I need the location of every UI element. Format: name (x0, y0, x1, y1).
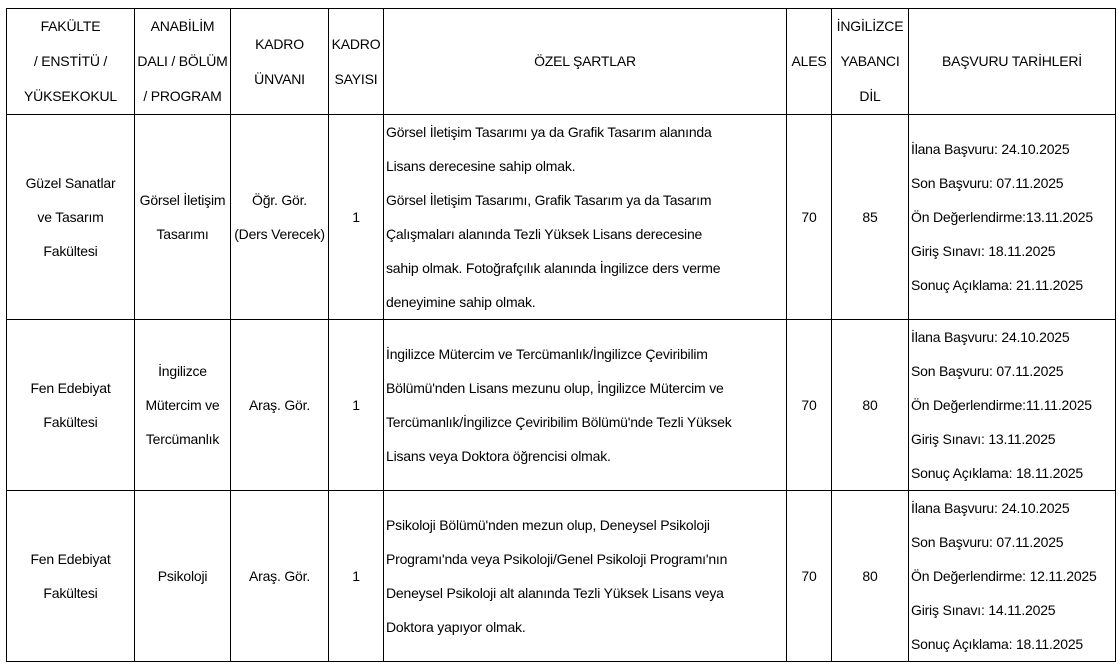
cell-count: 1 (329, 320, 384, 491)
cell-dates (909, 115, 1116, 320)
header-text: YABANCI (840, 53, 900, 69)
header-english (832, 9, 909, 115)
header-requirements (384, 9, 787, 115)
requirements-line: Lisans derecesine sahip olmak. (386, 158, 576, 174)
dates-line: Son Başvuru: 07.11.2025 (911, 363, 1064, 379)
cell-title (231, 115, 329, 320)
dates-line: Ön Değerlendirme: 12.11.2025 (911, 568, 1097, 584)
cell-english: 80 (832, 491, 909, 662)
header-text: / ENSTİTÜ / (33, 53, 108, 69)
department-line: Mütercim ve (145, 397, 220, 413)
header-text: İNGİLİZCE (836, 18, 904, 34)
header-text: YÜKSEKOKUL (24, 88, 117, 104)
header-ales (787, 9, 832, 115)
header-text: ÖZEL ŞARTLAR (534, 53, 636, 69)
header-row (7, 9, 1116, 115)
header-text: FAKÜLTE (40, 18, 101, 34)
requirements-line: deneyimine sahip olmak. (386, 294, 536, 310)
faculty-line: Fakültesi (43, 414, 98, 430)
title-line: Öğr. Gör. (252, 192, 307, 208)
dates-line: Sonuç Açıklama: 21.11.2025 (911, 277, 1083, 293)
header-text: KADRO (331, 35, 381, 52)
cell-ales: 70 (787, 491, 832, 662)
header-text: BAŞVURU TARİHLERİ (941, 53, 1082, 69)
header-faculty (7, 9, 135, 115)
dates-line: Son Başvuru: 07.11.2025 (911, 534, 1064, 550)
requirements-line: İngilizce Mütercim ve Tercümanlık/İngilizce Çeviribilim (386, 346, 708, 362)
dates-line: Ön Değerlendirme:13.11.2025 (911, 209, 1093, 225)
positions-table (6, 8, 1116, 662)
department-line: Psikoloji (157, 568, 208, 584)
cell-faculty (7, 491, 135, 662)
cell-faculty (7, 115, 135, 320)
cell-faculty (7, 320, 135, 491)
cell-ales: 70 (787, 115, 832, 320)
table-row (7, 491, 1116, 662)
department-line: Tercümanlık (145, 431, 220, 447)
requirements-line: Psikoloji Bölümü'nden mezun olup, Deneysel Psikoloji (386, 517, 710, 533)
dates-line: İlana Başvuru: 24.10.2025 (911, 500, 1070, 516)
requirements-line: Bölümü'nden Lisans mezunu olup, İngilizce Mütercim ve (386, 380, 724, 396)
header-title (231, 9, 329, 115)
header-text: DİL (859, 88, 881, 104)
requirements-line: Lisans veya Doktora öğrencisi olmak. (386, 448, 611, 464)
department-line: Tasarımı (156, 226, 209, 242)
dates-line: Sonuç Açıklama: 18.11.2025 (911, 636, 1083, 652)
faculty-line: ve Tasarım (37, 209, 104, 225)
faculty-line: Fen Edebiyat (30, 380, 111, 396)
faculty-line: Fakültesi (43, 585, 98, 601)
header-text: ÜNVANI (254, 70, 305, 87)
department-line: Görsel İletişim (139, 192, 226, 208)
table-row (7, 115, 1116, 320)
header-text: KADRO (255, 35, 304, 52)
cell-count: 1 (329, 491, 384, 662)
header-department (135, 9, 231, 115)
cell-dates (909, 320, 1116, 491)
requirements-line: Tercümanlık/İngilizce Çeviribilim Bölümü'nde Tezli Yüksek (386, 414, 732, 430)
header-text: SAYISI (334, 70, 378, 87)
cell-ales: 70 (787, 320, 832, 491)
requirements-line: Doktora yapıyor olmak. (386, 619, 526, 635)
faculty-line: Fakültesi (43, 243, 98, 259)
header-text: / PROGRAM (143, 88, 222, 104)
cell-requirements (384, 491, 787, 662)
dates-line: Son Başvuru: 07.11.2025 (911, 175, 1064, 191)
requirements-line: Programı'nda veya Psikoloji/Genel Psikoloji Programı'nın (386, 551, 728, 567)
department-line: İngilizce (158, 363, 207, 379)
title-line: (Ders Verecek) (234, 226, 325, 242)
cell-english: 85 (832, 115, 909, 320)
header-text: ANABİLİM (150, 18, 215, 34)
dates-line: Giriş Sınavı: 14.11.2025 (911, 602, 1056, 618)
title-line: Araş. Gör. (248, 397, 311, 413)
cell-dates (909, 491, 1116, 662)
cell-title (231, 320, 329, 491)
dates-line: Giriş Sınavı: 18.11.2025 (911, 243, 1056, 259)
cell-english: 80 (832, 320, 909, 491)
cell-requirements (384, 115, 787, 320)
cell-department (135, 491, 231, 662)
requirements-line: Çalışmaları alanında Tezli Yüksek Lisans derecesine (386, 226, 703, 242)
dates-line: İlana Başvuru: 24.10.2025 (911, 141, 1070, 157)
dates-line: Giriş Sınavı: 13.11.2025 (911, 431, 1056, 447)
cell-department (135, 320, 231, 491)
cell-title (231, 491, 329, 662)
requirements-line: Deneysel Psikoloji alt alanında Tezli Yüksek Lisans veya (386, 585, 724, 601)
requirements-line: Görsel İletişim Tasarımı, Grafik Tasarım ya da Tasarım (386, 192, 712, 208)
table-row (7, 320, 1116, 491)
requirements-line: sahip olmak. Fotoğrafçılık alanında İngilizce ders verme (386, 260, 721, 276)
header-count (329, 9, 384, 115)
dates-line: Sonuç Açıklama: 18.11.2025 (911, 465, 1083, 481)
faculty-line: Fen Edebiyat (30, 551, 111, 567)
cell-count: 1 (329, 115, 384, 320)
header-text: ALES (791, 53, 827, 69)
header-text: DALI / BÖLÜM (137, 53, 228, 69)
title-line: Araş. Gör. (248, 568, 311, 584)
faculty-line: Güzel Sanatlar (25, 175, 116, 191)
cell-requirements (384, 320, 787, 491)
dates-line: İlana Başvuru: 24.10.2025 (911, 329, 1070, 345)
header-dates (909, 9, 1116, 115)
dates-line: Ön Değerlendirme:11.11.2025 (911, 397, 1092, 413)
cell-department (135, 115, 231, 320)
requirements-line: Görsel İletişim Tasarımı ya da Grafik Tasarım alanında (386, 124, 712, 140)
